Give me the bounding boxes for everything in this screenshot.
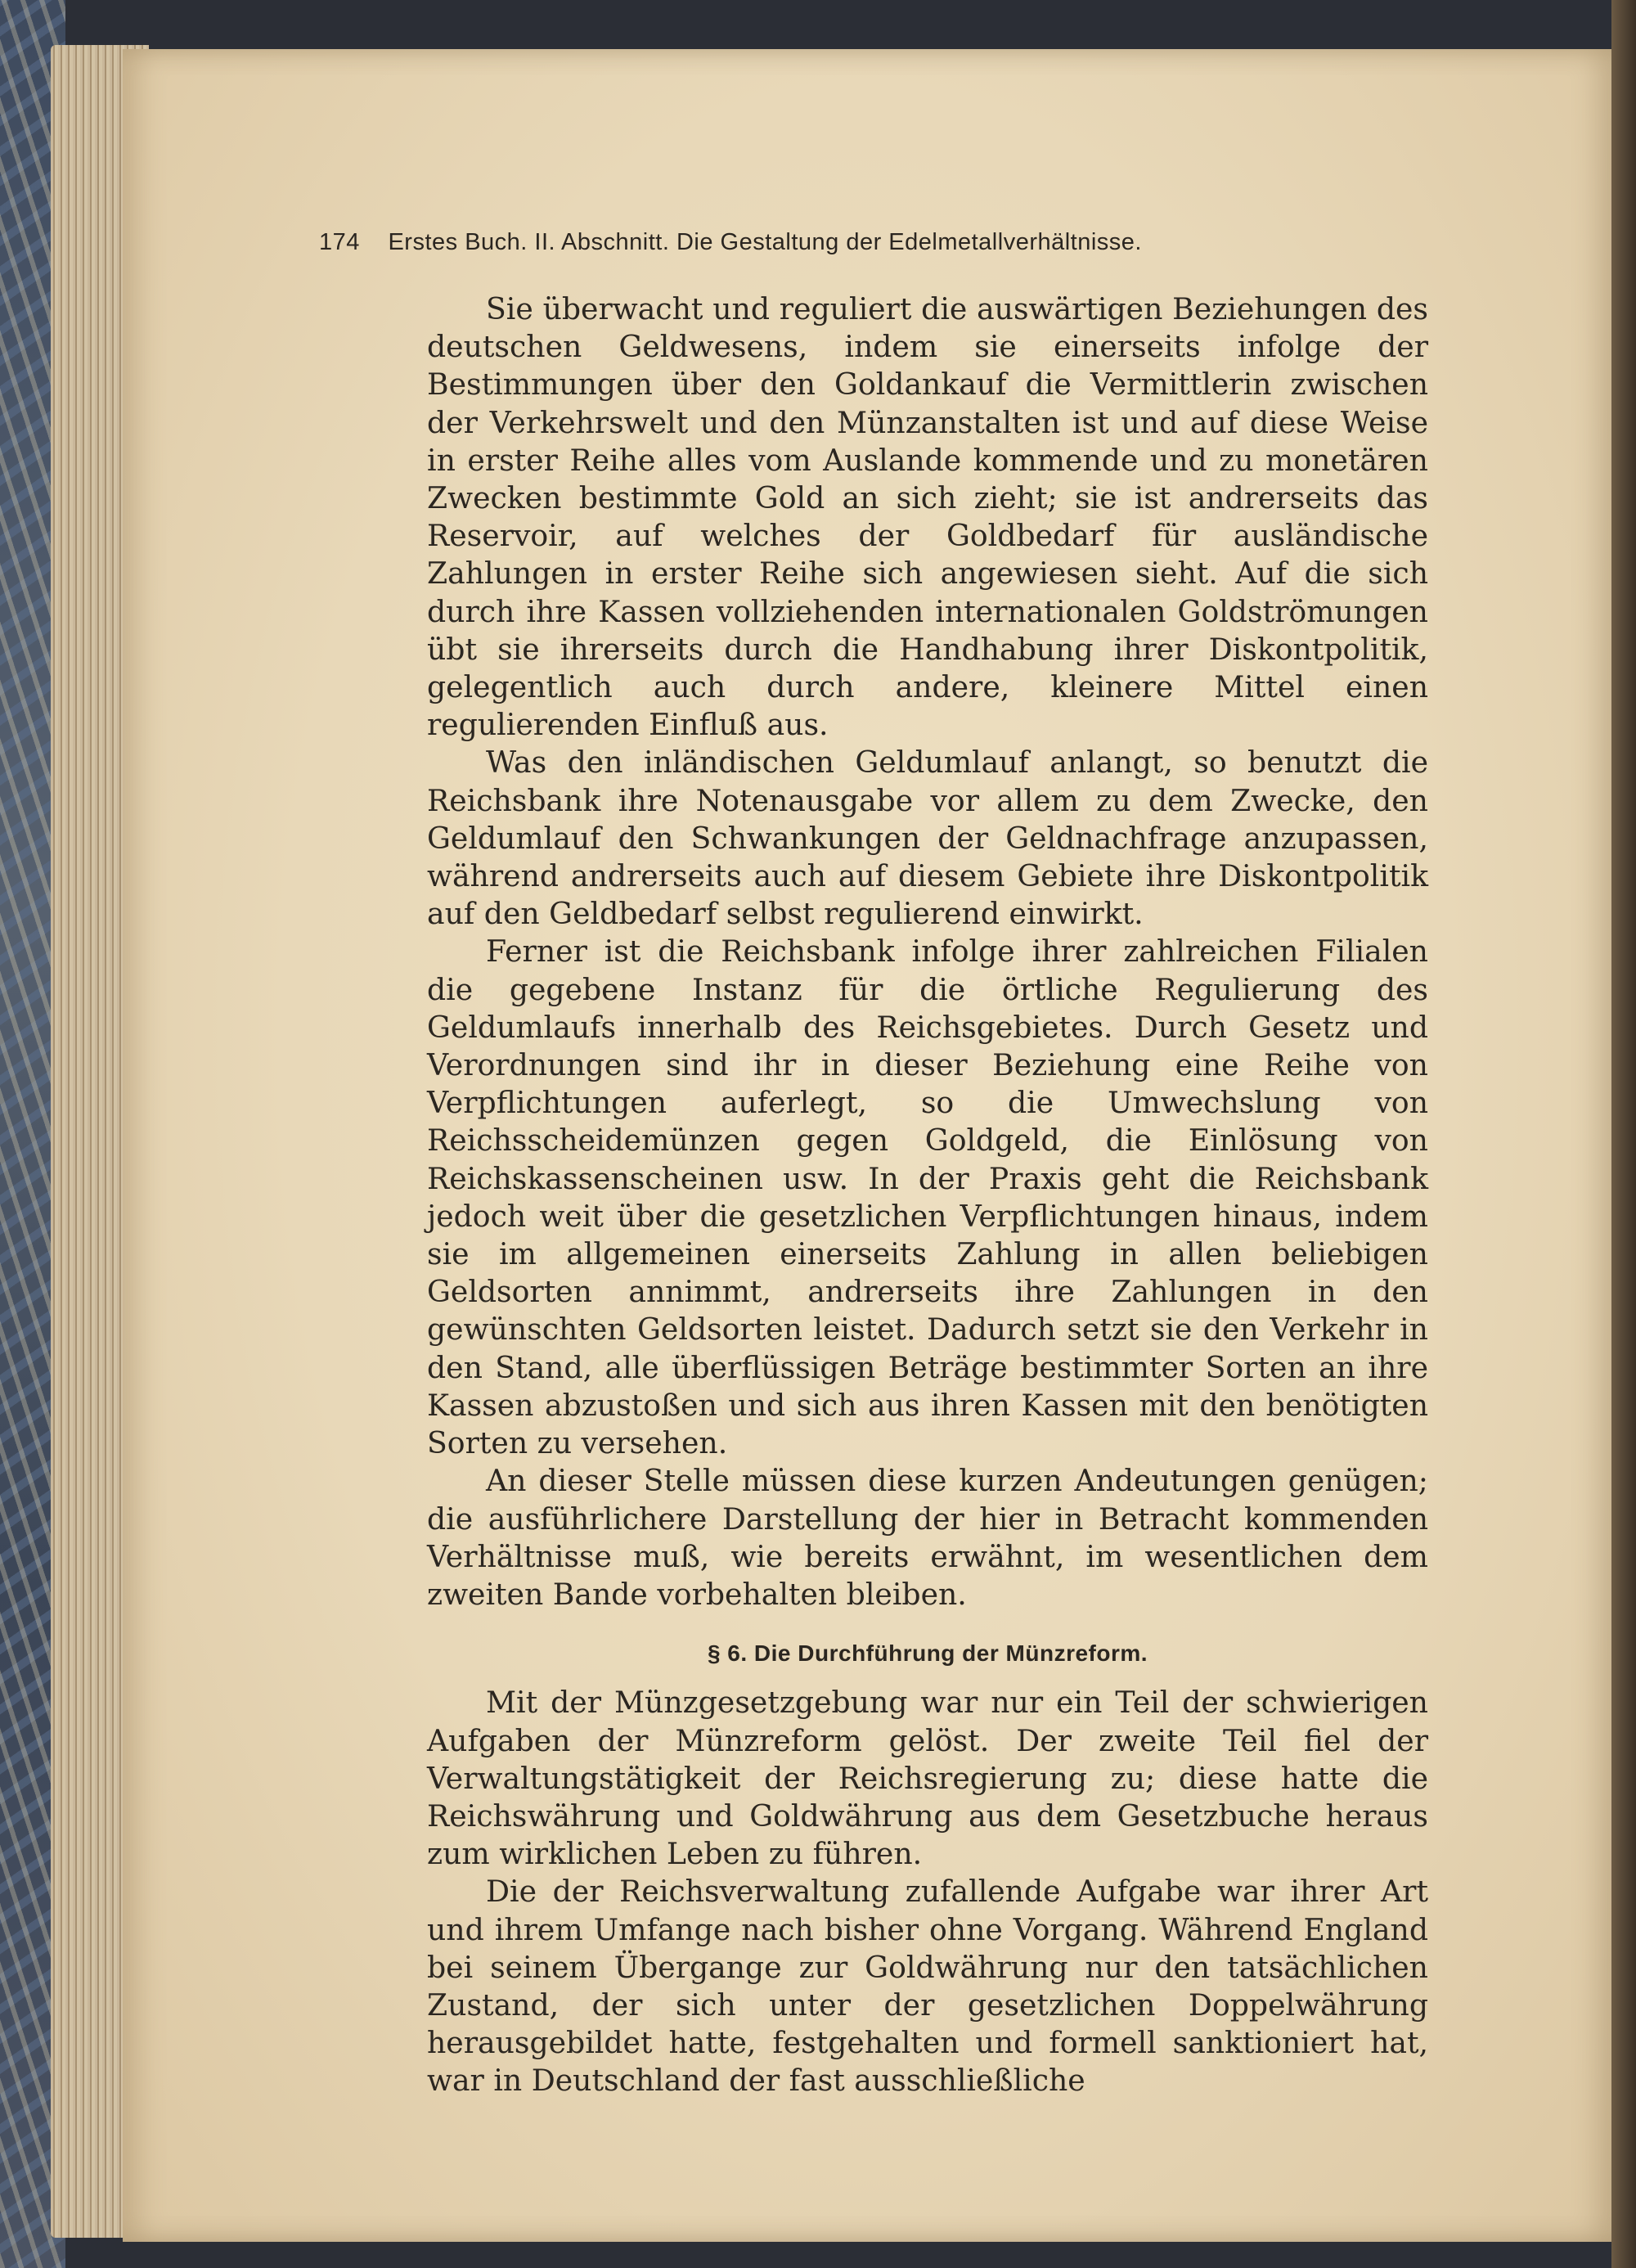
running-header (319, 229, 1432, 256)
paragraph-1: Sie überwacht und reguliert die auswärtigen Beziehungen des deutschen Geldwesens, indem sie einerseits infolge der Bestimmungen über den Goldankauf die Vermittlerin zwischen der Verkehrswelt und den Münzanstalten ist und auf diese Weise in erster Reihe alles vom Auslande kommende und zu monetären Zwecken bestimmte Gold an sich zieht; sie ist andrerseits das Reservoir, auf welches der Goldbedarf für ausländische Zahlungen in erster Reihe sich angewiesen sieht. Auf die sich durch ihre Kassen vollziehenden internationalen Goldströmungen übt sie ihrerseits durch die Handhabung ihrer Diskontpolitik, gelegentlich auch durch andere, kleinere Mittel einen regulierenden Einfluß aus. (427, 291, 1428, 743)
paragraph-3: Ferner ist die Reichsbank infolge ihrer zahlreichen Filialen die gegebene Instanz für die örtliche Regulierung des Geldumlaufs innerhalb des Reichsgebietes. Durch Gesetz und Verordnungen sind ihr in dieser Beziehung eine Reihe von Verpflichtungen auferlegt, so die Umwechslung von Reichsscheidemünzen gegen Goldgeld, die Einlösung von Reichskassenscheinen usw. In der Praxis geht die Reichsbank jedoch weit über die gesetzlichen Verpflichtungen hinaus, indem sie im allgemeinen einerseits Zahlung in allen beliebigen Geldsorten annimmt, andrerseits ihre Zahlungen in den gewünschten Geldsorten leistet. Dadurch setzt sie den Verkehr in den Stand, alle überflüssigen Beträge bestimmter Sorten an ihre Kassen abzustoßen und sich aus ihren Kassen mit den benötigten Sorten zu versehen. (427, 934, 1428, 1461)
body-text (427, 290, 1428, 2100)
running-title: Erstes Buch. II. Abschnitt. Die Gestaltung der Edelmetallverhältnisse. (388, 229, 1142, 255)
section-heading: § 6. Die Durchführung der Münzreform. (707, 1640, 1148, 1667)
paragraph-4: An dieser Stelle müssen diese kurzen Andeutungen genügen; die ausführlichere Darstellung der hier in Betracht kommenden Verhältnisse muß, wie bereits erwähnt, im wesentlichen dem zweiten Bande vorbehalten bleiben. (427, 1463, 1428, 1612)
paragraph-6: Die der Reichsverwaltung zufallende Aufgabe war ihrer Art und ihrem Umfange nach bisher ohne Vorgang. Während England bei seinem Übergange zur Goldwährung nur den tatsächlichen Zustand, der sich unter der gesetzlichen Doppelwährung herausgebildet hatte, festgehalten und formell sanktioniert hat, war in Deutschland der fast ausschließliche (427, 1874, 1428, 2099)
paragraph-2: Was den inländischen Geldumlauf anlangt, so benutzt die Reichsbank ihre Notenausgabe vor allem zu dem Zwecke, den Geldumlauf den Schwankungen der Geldnachfrage anzupassen, während andrerseits auch auf diesem Gebiete ihre Diskontpolitik auf den Geldbedarf selbst regulierend einwirkt. (427, 745, 1428, 932)
right-gutter (1611, 0, 1636, 2268)
paragraph-5: Mit der Münzgesetzgebung war nur ein Teil der schwierigen Aufgaben der Münzreform gelöst. Der zweite Teil fiel der Verwaltungstätigkeit der Reichsregierung zu; diese hatte die Reichswährung und Goldwährung aus dem Gesetzbuche heraus zum wirklichen Leben zu führen. (427, 1685, 1428, 1872)
page-number: 174 (319, 229, 360, 255)
